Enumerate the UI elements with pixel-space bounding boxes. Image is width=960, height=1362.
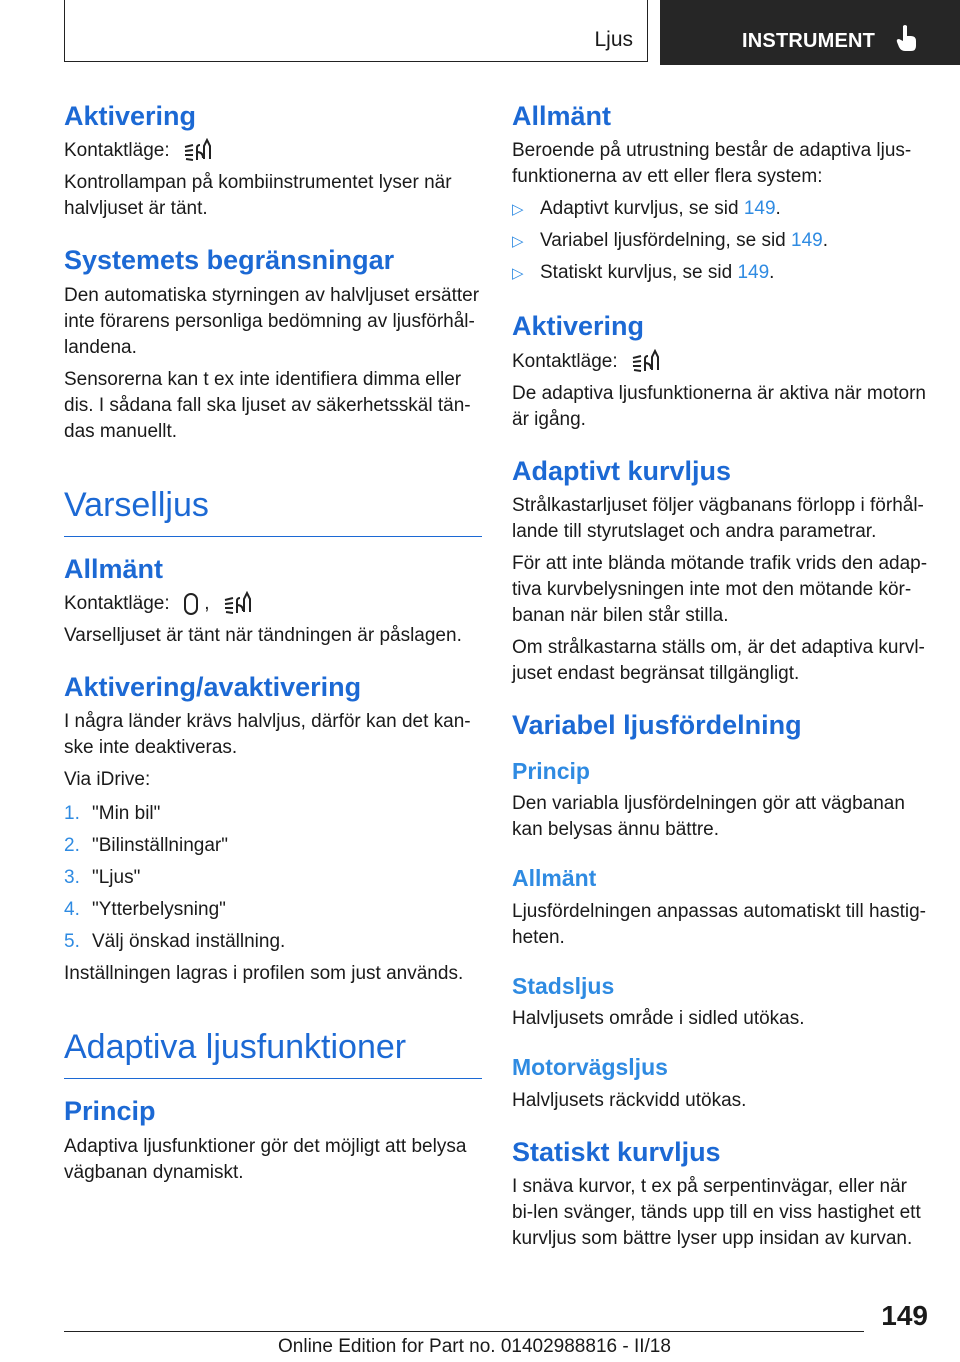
- contact-mode-label: Kontaktläge:: [512, 350, 618, 372]
- step-number: 2.: [64, 835, 80, 857]
- triangle-bullet-icon: ▷: [512, 201, 524, 219]
- adaptiva-princip-text: Adaptiva ljusfunktioner gör det möjligt att belysa vägbanan dynamiskt.: [64, 1135, 467, 1183]
- heading-adaptivt-kurvljus: Adaptivt kurvljus: [512, 455, 732, 486]
- icon-separator: ,: [204, 593, 210, 614]
- auto-headlight-icon: [183, 138, 213, 164]
- limits-paragraph-1: Den automatiska styrningen av halvljuset ersätter inte förarens personliga bedömning av ljusförhål-landena.: [64, 284, 480, 358]
- step-text: Välj önskad inställning.: [92, 931, 286, 953]
- heading-systemets-begransningar: Systemets begränsningar: [64, 245, 395, 276]
- heading-motorvagsljus: Motorvägsljus: [512, 1054, 668, 1081]
- footer-edition-text: Online Edition for Part no. 01402988816 - II/18: [278, 1336, 671, 1357]
- contact-mode-line: [64, 138, 482, 164]
- left-column: [64, 100, 482, 1192]
- heading-aktivering: Aktivering: [64, 101, 197, 131]
- aktivering2-paragraph: I några länder krävs halvljus, därför kan det kan-ske inte deaktiveras.: [64, 711, 471, 759]
- contact-mode-label: Kontaktläge:: [64, 140, 170, 162]
- list-item: [64, 801, 482, 827]
- motorvagsljus-text: Halvljusets räckvidd utökas.: [512, 1089, 747, 1111]
- heading-princip: Princip: [64, 1096, 156, 1127]
- step-text: "Ytterbelysning": [92, 899, 226, 921]
- statiskt-text: I snäva kurvor, t ex på serpentinvägar, eller när bi-len svänger, tänds upp till en viss hastighet ett kurvljus som bättre lyser upp insidan av kurvan.: [512, 1176, 921, 1250]
- page-link[interactable]: 149: [791, 230, 823, 252]
- list-item: [64, 929, 482, 955]
- step-number: 3.: [64, 867, 80, 889]
- kurvljus-paragraph-3: Om strålkastarna ställs om, är det adaptiva kurvl-juset endast begränsat tillgängligt.: [512, 637, 925, 685]
- variabel-princip-text: Den variabla ljusfördelningen gör att vägbanan kan belysas ännu bättre.: [512, 793, 905, 841]
- list-item: ▷ Statiskt kurvljus, se sid 149.: [512, 260, 930, 286]
- step-text: "Min bil": [92, 803, 161, 825]
- list-item: [64, 833, 482, 859]
- step-number: 4.: [64, 899, 80, 921]
- auto-headlight-icon: [223, 591, 253, 617]
- stadsljus-text: Halvljusets område i sidled utökas.: [512, 1008, 805, 1030]
- via-idrive-label: Via iDrive:: [64, 769, 151, 791]
- list-item: ▷ Variabel ljusfördelning, se sid 149.: [512, 228, 930, 254]
- heading-aktivering-avaktivering: Aktivering/avaktivering: [64, 672, 362, 702]
- kurvljus-paragraph-1: Strålkastarljuset följer vägbanans förlopp i förhål-lande till styrutslaget och andra parametrar.: [512, 495, 924, 543]
- header-section-box: [64, 0, 648, 62]
- heading-varselljus: Varselljus: [64, 485, 482, 537]
- idrive-steps-list: [64, 801, 482, 955]
- triangle-bullet-icon: ▷: [512, 265, 524, 283]
- triangle-bullet-icon: ▷: [512, 233, 524, 251]
- heading-allmant-variabel: Allmänt: [512, 865, 597, 892]
- adaptive-systems-list: [512, 196, 930, 286]
- auto-headlight-icon: [631, 349, 661, 375]
- page-number: 149: [881, 1300, 928, 1331]
- heading-statiskt-kurvljus: Statiskt kurvljus: [512, 1136, 721, 1167]
- heading-variabel-ljusfordelning: Variabel ljusfördelning: [512, 710, 802, 741]
- heading-allmant-adaptive: Allmänt: [512, 101, 612, 131]
- step-number: 5.: [64, 931, 80, 953]
- heading-adaptiva-ljusfunktioner: Adaptiva ljusfunktioner: [64, 1027, 482, 1079]
- header-chapter-title: INSTRUMENT: [742, 30, 876, 52]
- varselljus-text: Varselljuset är tänt när tändningen är påslagen.: [64, 625, 462, 646]
- setting-saved-text: Inställningen lagras i profilen som just används.: [64, 963, 464, 985]
- header-chapter-tab[interactable]: [660, 0, 960, 65]
- limits-paragraph-2: Sensorerna kan t ex inte identifiera dimma eller dis. I sådana fall ska ljuset av säkerhetsskäl tän-das manuellt.: [64, 368, 471, 442]
- aktivering-text: Kontrollampan på kombiinstrumentet lyser när halvljuset är tänt.: [64, 172, 452, 220]
- pointing-hand-icon: [896, 24, 918, 52]
- right-column: [512, 100, 930, 1258]
- step-text: "Ljus": [92, 867, 141, 889]
- variabel-allmant-text: Ljusfördelningen anpassas automatiskt till hastig-heten.: [512, 900, 927, 948]
- heading-stadsljus: Stadsljus: [512, 972, 615, 999]
- adaptive-active-text: De adaptiva ljusfunktionerna är aktiva när motorn är igång.: [512, 382, 927, 430]
- list-item: [64, 897, 482, 923]
- adaptive-intro-text: Beroende på utrustning består de adaptiva ljus-funktionerna av ett eller flera system:: [512, 140, 912, 188]
- ignition-off-icon: [183, 592, 199, 616]
- contact-mode-line: [512, 349, 930, 375]
- heading-allmant: Allmänt: [64, 553, 164, 584]
- header-section-title: Ljus: [594, 28, 633, 51]
- list-item: [64, 865, 482, 891]
- heading-aktivering-adaptive: Aktivering: [512, 311, 645, 342]
- contact-mode-label: Kontaktläge:: [64, 593, 170, 614]
- varselljus-contact-line: [64, 591, 482, 617]
- kurvljus-paragraph-2: För att inte blända mötande trafik vrids den adap-tiva kurvbelysningen inte mot den mötande kör-banan när bilen står stilla.: [512, 553, 928, 627]
- step-number: 1.: [64, 803, 80, 825]
- heading-princip-variabel: Princip: [512, 757, 590, 784]
- page-link[interactable]: 149: [743, 198, 776, 220]
- list-item: ▷ Adaptivt kurvljus, se sid 149.: [512, 196, 930, 222]
- step-text: "Bilinställningar": [92, 835, 228, 857]
- page-link[interactable]: 149: [737, 262, 770, 284]
- footer-divider: [64, 1331, 864, 1332]
